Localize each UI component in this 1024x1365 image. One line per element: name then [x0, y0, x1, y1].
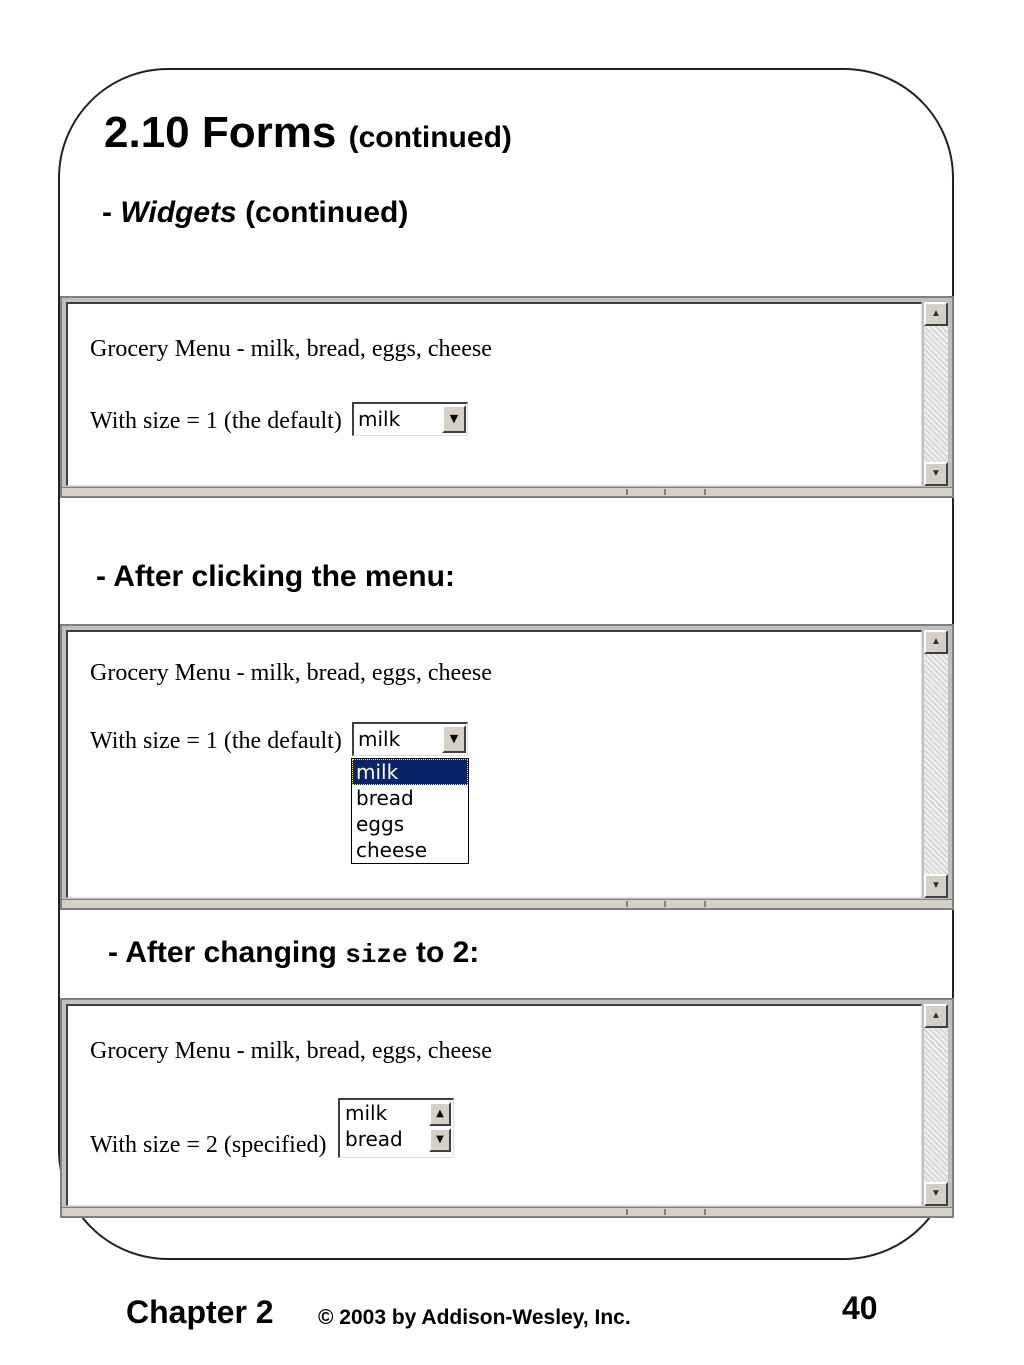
browser-window-2	[60, 624, 954, 910]
vertical-scrollbar[interactable]	[924, 302, 948, 486]
subtitle-widgets	[102, 196, 408, 230]
dropdown-arrow-icon[interactable]: ▼	[442, 405, 466, 433]
select-value: milk	[358, 407, 401, 431]
subtitle-italic: Widgets	[120, 196, 237, 229]
scroll-down-icon[interactable]: ▼	[924, 1182, 948, 1206]
dropdown-option-eggs[interactable]: eggs	[356, 812, 405, 836]
dropdown-option-milk[interactable]: milk	[352, 759, 468, 785]
scroll-up-icon[interactable]: ▲	[924, 630, 948, 654]
scroll-down-icon[interactable]: ▼	[924, 874, 948, 898]
grocery-select[interactable]	[352, 722, 468, 756]
size-label: With size = 2 (specified)	[90, 1132, 327, 1158]
title-main: 2.10 Forms	[104, 108, 337, 157]
dropdown-option-bread[interactable]: bread	[356, 786, 414, 810]
scroll-up-icon[interactable]: ▲	[924, 302, 948, 326]
scroll-down-icon[interactable]: ▼	[924, 462, 948, 486]
browser-viewport	[66, 630, 922, 898]
page-number: 40	[842, 1290, 878, 1326]
title-continued: (continued)	[348, 121, 512, 154]
listbox-up-arrow-icon[interactable]: ▲	[429, 1102, 451, 1126]
size-label: With size = 1 (the default)	[90, 728, 342, 754]
after-change-code: size	[345, 940, 408, 970]
subtitle-rest: (continued)	[236, 196, 409, 229]
vertical-scrollbar[interactable]	[924, 630, 948, 898]
grocery-select[interactable]	[352, 402, 468, 436]
browser-viewport	[66, 302, 922, 486]
horizontal-strip	[62, 899, 952, 908]
subtitle-dash: -	[102, 196, 121, 229]
dropdown-arrow-icon[interactable]: ▼	[442, 725, 466, 753]
size-label: With size = 1 (the default)	[90, 408, 342, 434]
dropdown-list	[351, 758, 469, 864]
grocery-heading: Grocery Menu - milk, bread, eggs, cheese	[90, 1038, 492, 1064]
browser-window-3	[60, 998, 954, 1218]
after-change-label	[108, 936, 479, 970]
listbox-down-arrow-icon[interactable]: ▼	[429, 1128, 451, 1152]
grocery-heading: Grocery Menu - milk, bread, eggs, cheese	[90, 336, 492, 362]
slide-title	[104, 108, 512, 158]
horizontal-strip	[62, 487, 952, 496]
horizontal-strip	[62, 1207, 952, 1216]
grocery-heading: Grocery Menu - milk, bread, eggs, cheese	[90, 660, 492, 686]
listbox-scrollbar[interactable]	[429, 1102, 451, 1154]
listbox-option-bread[interactable]: bread	[345, 1127, 403, 1151]
browser-viewport	[66, 1004, 922, 1206]
after-change-suffix: to 2:	[407, 936, 480, 969]
dropdown-option-cheese[interactable]: cheese	[356, 838, 428, 862]
grocery-listbox[interactable]	[338, 1098, 454, 1158]
footer-copyright: © 2003 by Addison-Wesley, Inc.	[318, 1306, 631, 1329]
scroll-up-icon[interactable]: ▲	[924, 1004, 948, 1028]
after-change-prefix: - After changing	[108, 936, 346, 969]
select-value: milk	[358, 727, 401, 751]
footer-chapter: Chapter 2	[126, 1294, 274, 1330]
after-click-label: - After clicking the menu:	[96, 560, 455, 593]
vertical-scrollbar[interactable]	[924, 1004, 948, 1206]
listbox-option-milk[interactable]: milk	[345, 1101, 388, 1125]
browser-window-1	[60, 296, 954, 498]
